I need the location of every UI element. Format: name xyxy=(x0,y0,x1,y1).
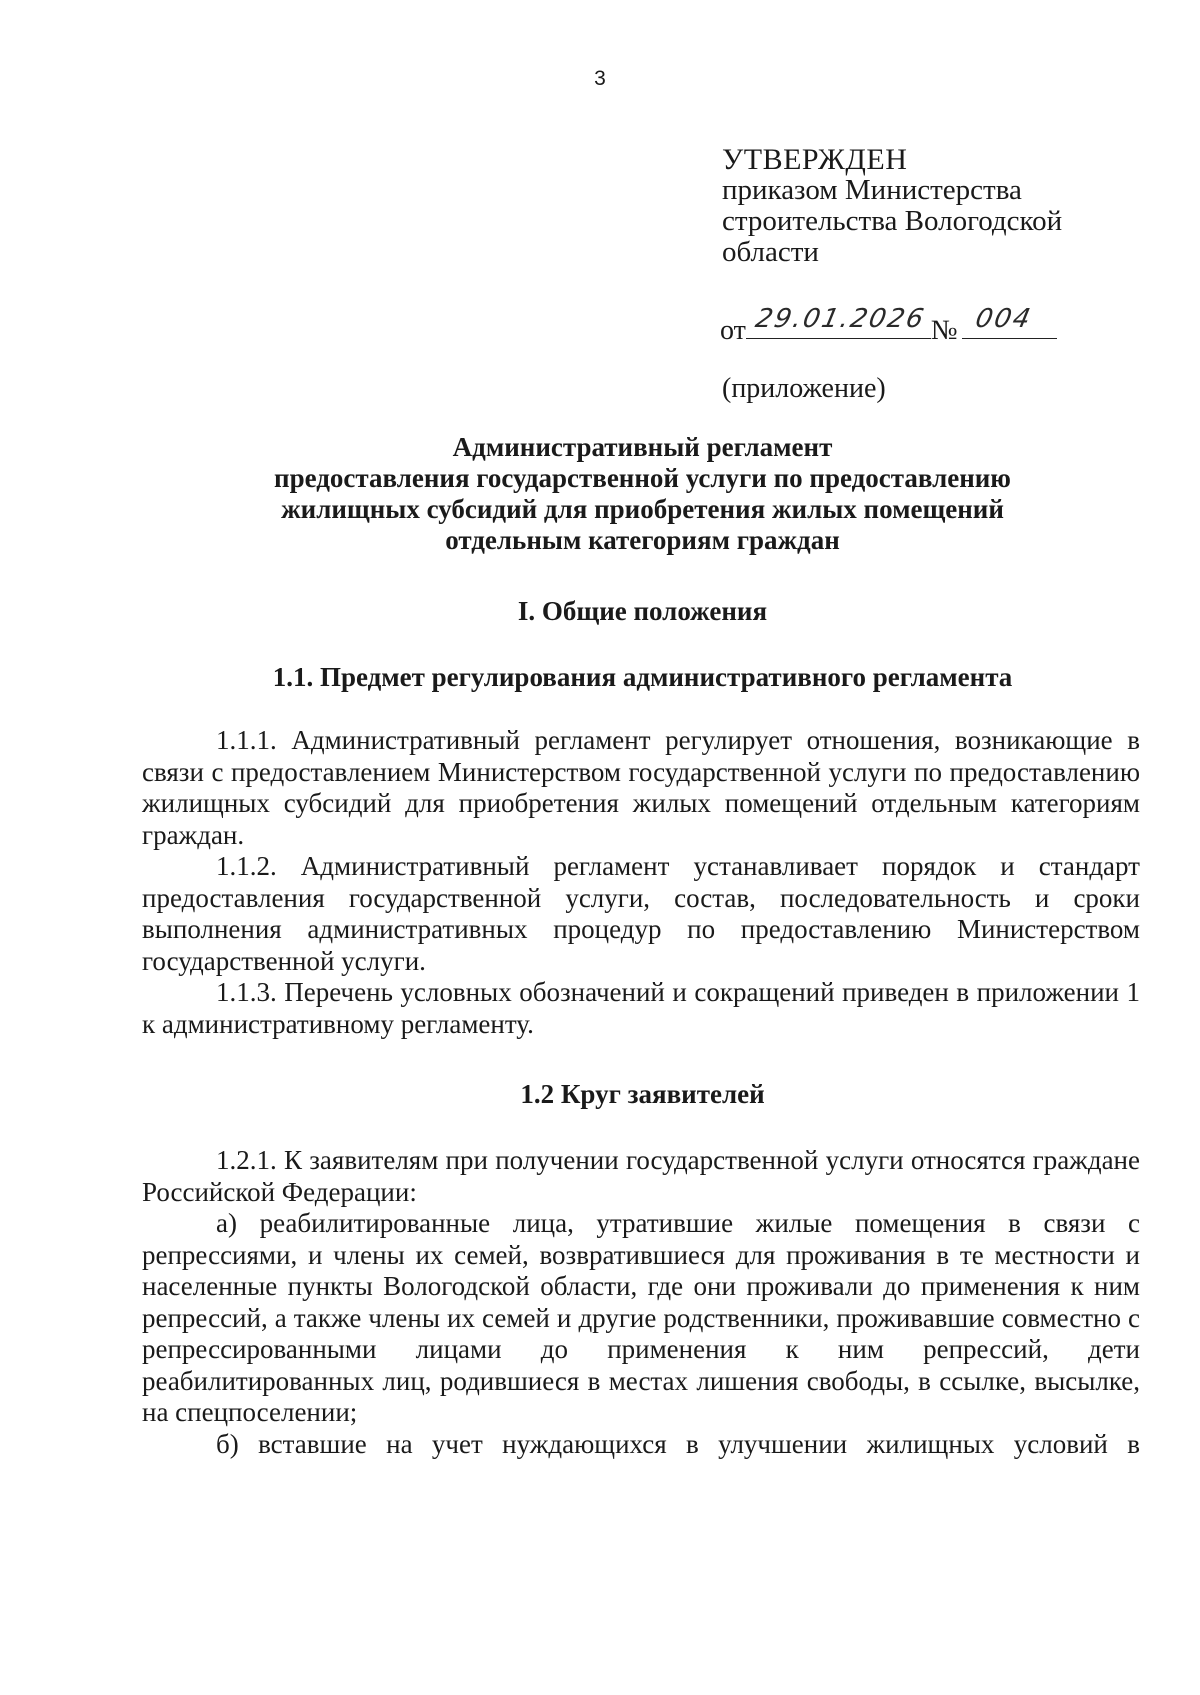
paragraphs-1-2 xyxy=(142,1145,1140,1460)
paragraph-1-1-3: 1.1.3. Перечень условных обозначений и сокращений приведен в приложении 1 к административному регламенту. xyxy=(142,977,1140,1039)
section-heading-subject: 1.1. Предмет регулирования административного регламента xyxy=(272,662,1013,692)
approval-status: УТВЕРЖДЕН xyxy=(722,143,908,176)
paragraph-1-1-1: 1.1.1. Административный регламент регулирует отношения, возникающие в связи с предоставлением Министерством государственной услуги по предоставлению жилищных субсидий для приобретения жилых помещений отдельным категориям граждан. xyxy=(142,725,1140,850)
handwritten-number: 004 xyxy=(972,304,1035,334)
section-heading-general: I. Общие положения xyxy=(517,596,768,626)
paragraph-a: а) реабилитированные лица, утратившие жилые помещения в связи с репрессиями, и члены их семей, возвратившиеся для проживания в те местности и населенные пункты Вологодской области, где они проживали до применения к ним репрессий, а также члены их семей и другие родственники, проживавшие совместно с репрессированными лицами до применения к ним репрессий, дети реабилитированных лиц, родившиеся в местах лишения свободы, в ссылке, высылке, на спецпоселении; xyxy=(142,1208,1140,1427)
date-prefix: от xyxy=(720,315,746,346)
document-title xyxy=(140,432,1145,556)
approval-line-2: строительства Вологодской xyxy=(722,205,1063,237)
number-prefix: № xyxy=(930,315,958,346)
approval-line-3: области xyxy=(722,236,819,268)
section-heading-applicants: 1.2 Круг заявителей xyxy=(520,1079,765,1109)
paragraph-1-2-1: 1.2.1. К заявителям при получении государственной услуги относятся граждане Российской Федерации: xyxy=(142,1145,1140,1207)
title-line-1: Административный регламент xyxy=(452,432,833,462)
order-date-number-line xyxy=(720,304,1180,348)
title-line-2: предоставления государственной услуги по предоставлению xyxy=(274,463,1011,493)
page-number: 3 xyxy=(594,67,606,90)
appendix-note: (приложение) xyxy=(722,373,886,404)
paragraph-b: б) вставшие на учет нуждающихся в улучшении жилищных условий в xyxy=(216,1428,1140,1459)
paragraphs-1-1 xyxy=(142,725,1140,1040)
title-line-4: отдельным категориям граждан xyxy=(445,525,840,555)
paragraph-1-1-2: 1.1.2. Административный регламент устанавливает порядок и стандарт предоставления государственной услуги, состав, последовательность и сроки выполнения административных процедур по предоставлению Министерством государственной услуги. xyxy=(142,851,1140,976)
approval-line-1: приказом Министерства xyxy=(722,174,1022,206)
title-line-3: жилищных субсидий для приобретения жилых помещений xyxy=(281,494,1004,524)
handwritten-date: 29.01.2026 xyxy=(752,304,928,334)
date-field xyxy=(746,304,931,339)
number-field xyxy=(962,304,1057,339)
approval-stamp-block xyxy=(722,144,1142,268)
